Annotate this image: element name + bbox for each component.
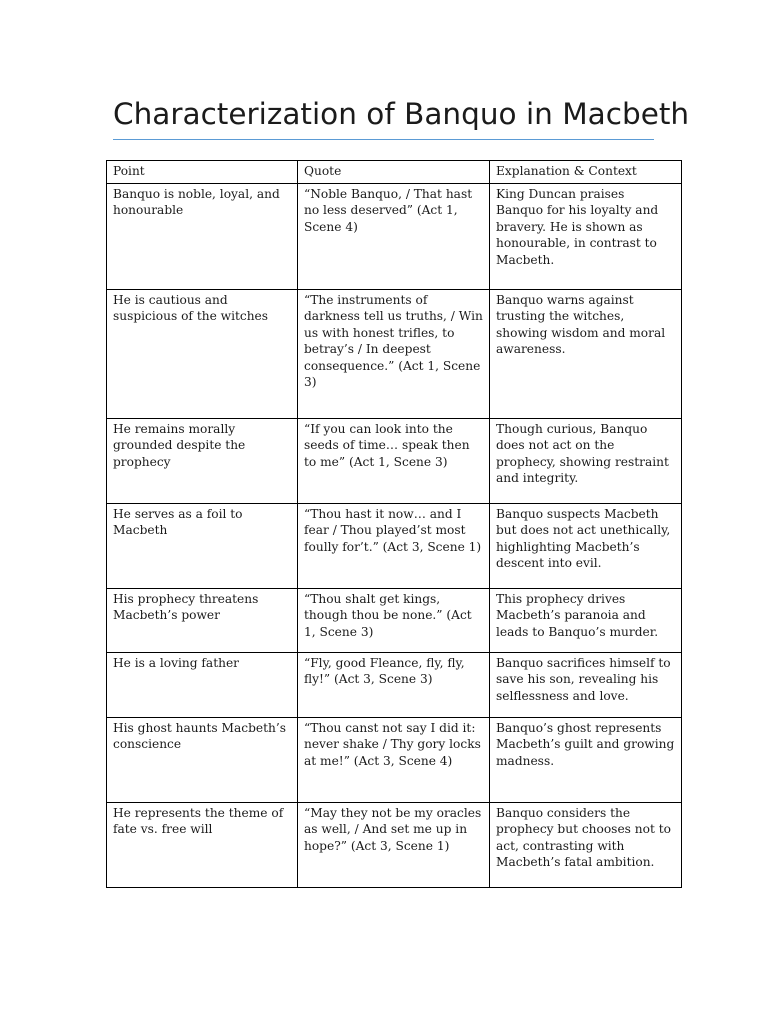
column-header-quote: Quote	[298, 161, 490, 184]
explanation-cell: King Duncan praises Banquo for his loyalty and bravery. He is shown as honourable, in contrast to Macbeth.	[490, 183, 682, 289]
explanation-cell: Banquo suspects Macbeth but does not act unethically, highlighting Macbeth’s descent into evil.	[490, 503, 682, 588]
page-title: Characterization of Banquo in Macbeth	[113, 97, 690, 131]
characterization-table	[106, 160, 682, 888]
explanation-cell: Though curious, Banquo does not act on the prophecy, showing restraint and integrity.	[490, 418, 682, 503]
point-cell: His ghost haunts Macbeth’s conscience	[107, 717, 298, 802]
table-row	[107, 588, 682, 652]
table-header-row	[107, 161, 682, 184]
point-cell: He remains morally grounded despite the prophecy	[107, 418, 298, 503]
table-row	[107, 418, 682, 503]
quote-cell: “Thou hast it now… and I fear / Thou played’st most foully for’t.” (Act 3, Scene 1)	[298, 503, 490, 588]
point-cell: He is cautious and suspicious of the witches	[107, 289, 298, 418]
column-header-explanation: Explanation & Context	[490, 161, 682, 184]
quote-cell: “May they not be my oracles as well, / And set me up in hope?” (Act 3, Scene 1)	[298, 802, 490, 887]
quote-cell: “Thou shalt get kings, though thou be none.” (Act 1, Scene 3)	[298, 588, 490, 652]
explanation-cell: Banquo sacrifices himself to save his son, revealing his selflessness and love.	[490, 652, 682, 717]
table-row	[107, 802, 682, 887]
table-row	[107, 717, 682, 802]
point-cell: Banquo is noble, loyal, and honourable	[107, 183, 298, 289]
point-cell: He represents the theme of fate vs. free will	[107, 802, 298, 887]
table-row	[107, 289, 682, 418]
quote-cell: “Noble Banquo, / That hast no less deserved” (Act 1, Scene 4)	[298, 183, 490, 289]
explanation-cell: Banquo warns against trusting the witches, showing wisdom and moral awareness.	[490, 289, 682, 418]
table-row	[107, 652, 682, 717]
explanation-cell: Banquo considers the prophecy but chooses not to act, contrasting with Macbeth’s fatal ambition.	[490, 802, 682, 887]
quote-cell: “Thou canst not say I did it: never shake / Thy gory locks at me!” (Act 3, Scene 4)	[298, 717, 490, 802]
table-row	[107, 503, 682, 588]
quote-cell: “The instruments of darkness tell us truths, / Win us with honest trifles, to betray’s / In deepest consequence.” (Act 1, Scene 3)	[298, 289, 490, 418]
quote-cell: “If you can look into the seeds of time… speak then to me” (Act 1, Scene 3)	[298, 418, 490, 503]
table-row	[107, 183, 682, 289]
explanation-cell: Banquo’s ghost represents Macbeth’s guilt and growing madness.	[490, 717, 682, 802]
title-underline	[113, 139, 654, 140]
quote-cell: “Fly, good Fleance, fly, fly, fly!” (Act 3, Scene 3)	[298, 652, 490, 717]
point-cell: He serves as a foil to Macbeth	[107, 503, 298, 588]
explanation-cell: This prophecy drives Macbeth’s paranoia and leads to Banquo’s murder.	[490, 588, 682, 652]
column-header-point: Point	[107, 161, 298, 184]
point-cell: He is a loving father	[107, 652, 298, 717]
point-cell: His prophecy threatens Macbeth’s power	[107, 588, 298, 652]
